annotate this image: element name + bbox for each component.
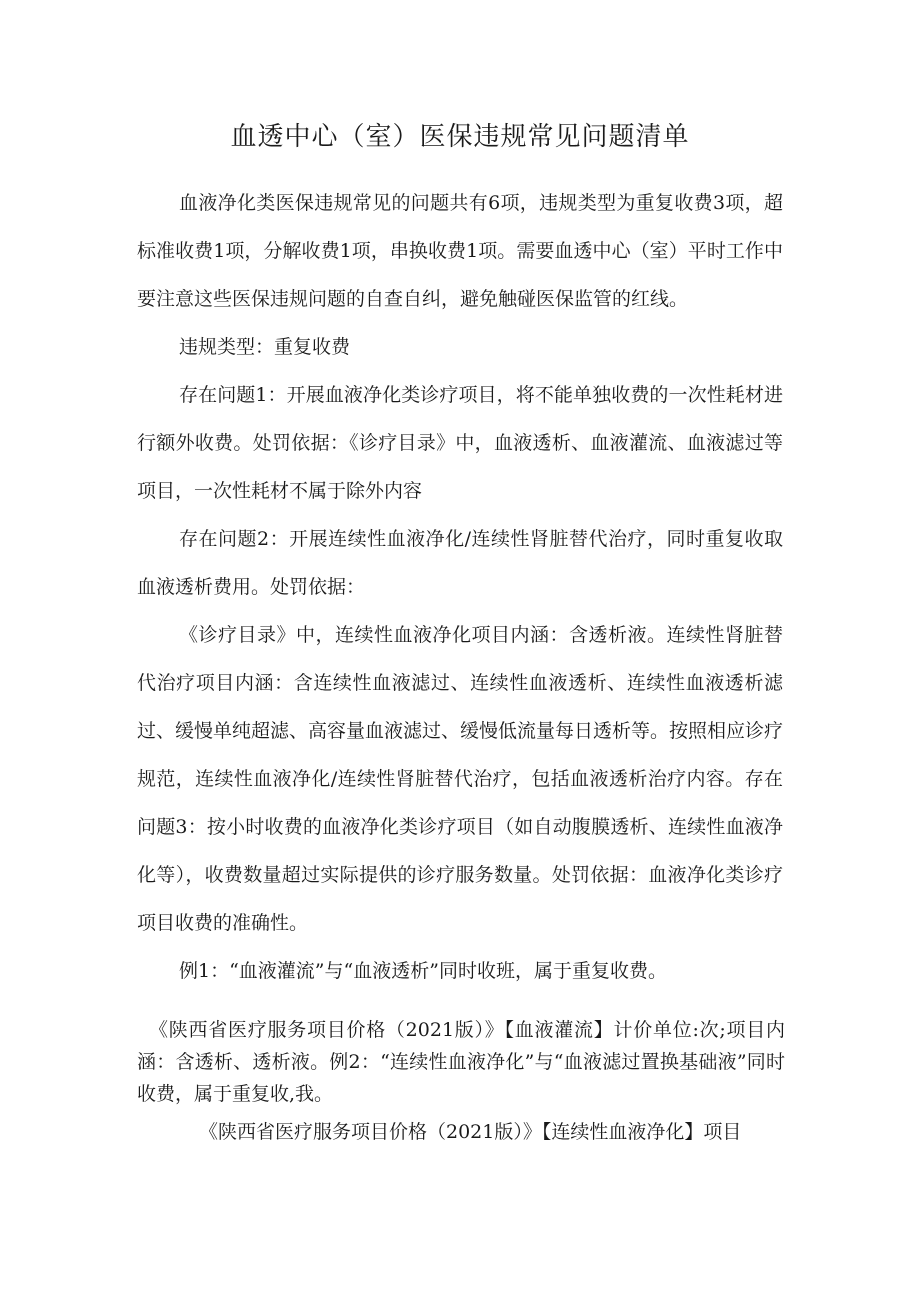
issue-2-paragraph: 存在问题2：开展连续性血液净化/连续性肾脏替代治疗，同时重复收取血液透析费用。处罚依据： [137,528,783,598]
price-list-paragraph: 《陕西省医疗服务项目价格（2021版）》【血液灌流】计价单位:次;项目内涵：含透析、透析液。例2：“连续性血液净化”与“血液滤过置换基础液”同时收费，属于重复收,我。 [137,1019,785,1105]
issue-1-paragraph: 存在问题1：开展血液净化类诊疗项目，将不能单独收费的一次性耗材进行额外收费。处罚依据：《诊疗目录》中，血液透析、血液灌流、血液滤过等项目，一次性耗材不属于除外内容 [137,384,783,502]
example-1-paragraph: 例1：“血液灌流”与“血液透析”同时收班，属于重复收费。 [179,960,667,982]
catalog-paragraph: 《诊疗目录》中，连续性血液净化项目内涵：含透析液。连续性肾脏替代治疗项目内涵：含连续性血液滤过、连续性血液透析、连续性血液透析滤过、缓慢单纯超滤、高容量血液滤过、缓慢低流量每日透析等。按照相应诊疗规范，连续性血液净化/连续性肾脏替代治疗，包括血液透析治疗内容。存在问题3：按小时收费的血液净化类诊疗项目（如自动腹膜透析、连续性血液净化等），收费数量超过实际提供的诊疗服务数量。处罚依据：血液净化类诊疗项目收费的准确性。 [137,624,784,934]
violation-type-heading: 违规类型：重复收费 [179,336,351,358]
intro-paragraph: 血液净化类医保违规常见的问题共有6项，违规类型为重复收费3项，超标准收费1项，分解收费1项，串换收费1项。需要血透中心（室）平时工作中要注意这些医保违规问题的自查自纠，避免触碰医保监管的红线。 [137,192,783,310]
price-list-paragraph-2: 《陕西省医疗服务项目价格（2021版）》【连续性血液净化】项目 [199,1121,742,1143]
document-title: 血透中心（室）医保违规常见问题清单 [230,122,690,152]
